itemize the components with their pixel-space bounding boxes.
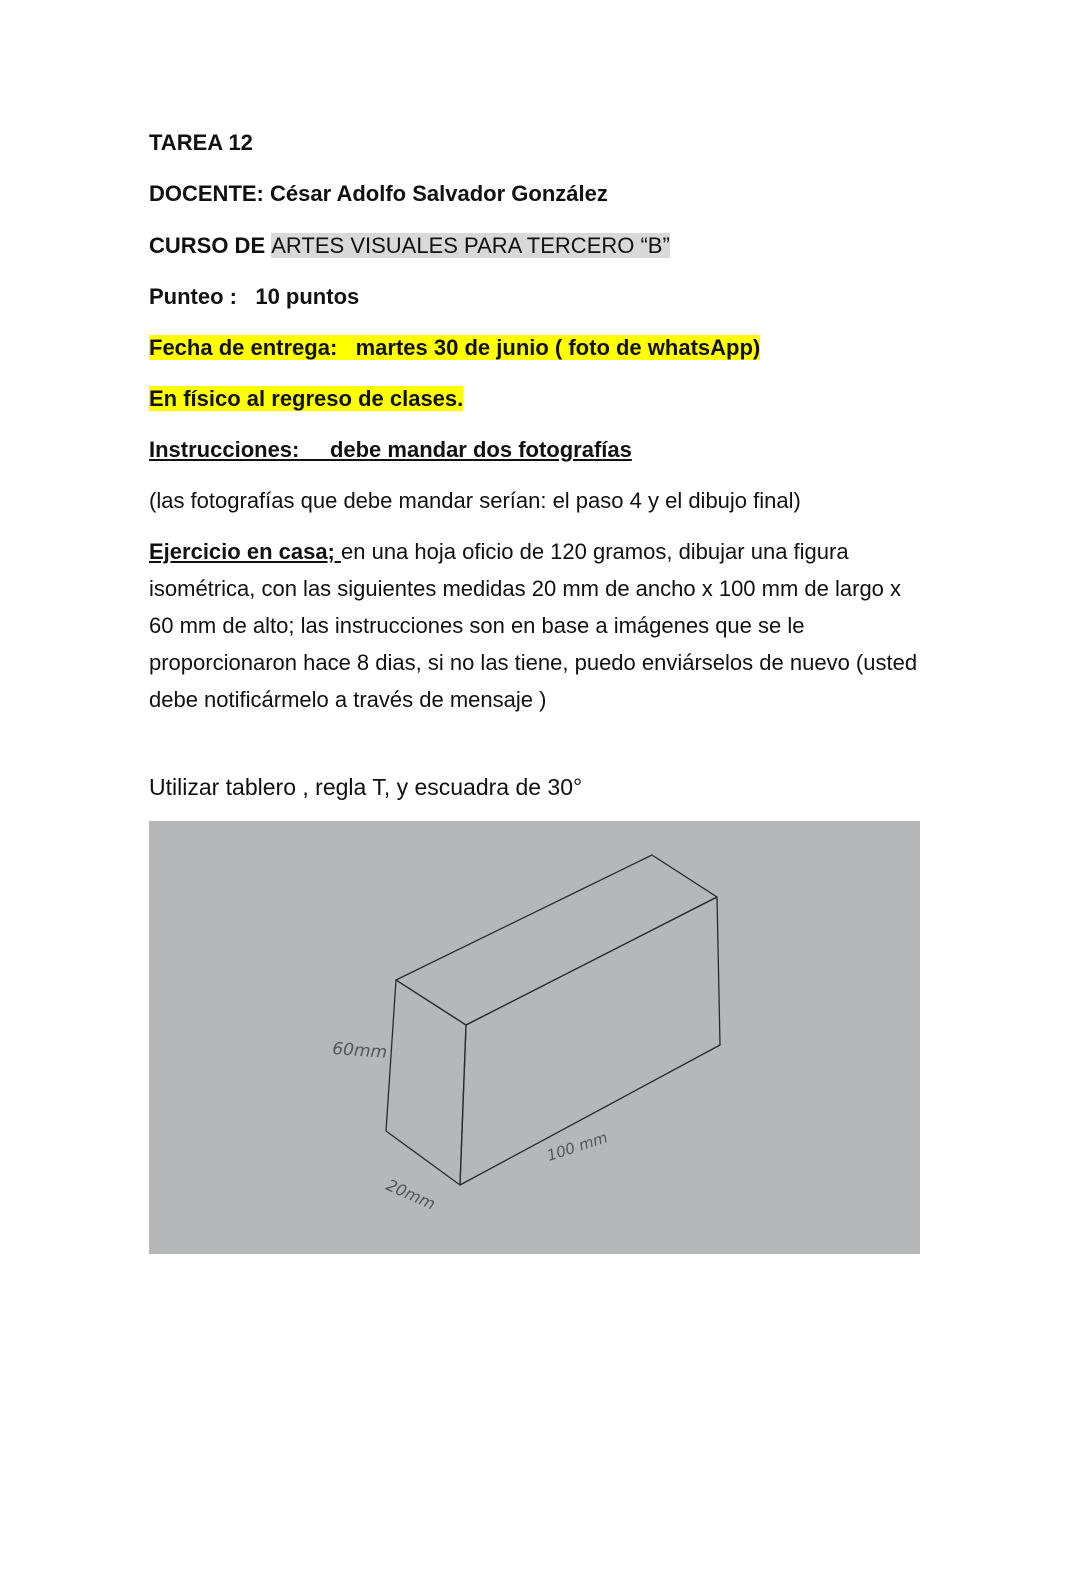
delivery-date-value: martes 30 de junio ( foto de whatsApp): [355, 335, 761, 360]
isometric-figure-photo: [149, 821, 920, 1254]
exercise-label: Ejercicio en casa;: [149, 539, 341, 564]
instructions-text: debe mandar dos fotografías: [329, 437, 632, 462]
box-top-face: [396, 855, 717, 1025]
score-value: 10 puntos: [255, 284, 360, 309]
course-prefix: CURSO DE: [149, 233, 272, 258]
physical-delivery-text: En físico al regreso de clases.: [149, 386, 464, 411]
delivery-date-line: [149, 333, 760, 363]
box-side-face: [386, 980, 466, 1185]
label-height: 60mm: [331, 1039, 388, 1063]
teacher-name: César Adolfo Salvador González: [270, 181, 608, 206]
course-line: [149, 231, 670, 261]
delivery-date-highlight: [149, 335, 760, 360]
delivery-date-label: Fecha de entrega:: [149, 335, 338, 360]
isometric-box-drawing: [149, 821, 920, 1254]
label-width: 20mm: [383, 1175, 439, 1214]
teacher-line: [149, 179, 608, 209]
assignment-title: TAREA 12: [149, 130, 253, 155]
tools-line: Utilizar tablero , regla T, y escuadra de 30°: [149, 774, 583, 800]
exercise-paragraph: [149, 533, 924, 718]
score-label: Punteo :: [149, 284, 237, 309]
instructions-label: Instrucciones:: [149, 437, 300, 462]
course-name: ARTES VISUALES PARA TERCERO “B”: [271, 233, 670, 258]
label-length: 100 mm: [544, 1128, 610, 1165]
exercise-text: en una hoja oficio de 120 gramos, dibujar una figura isométrica, con las siguientes medidas 20 mm de ancho x 100 mm de largo x 60 mm de alto; las instrucciones son en base a imágenes que se le proporcionaron hace 8 dias, si no las tiene, puedo enviárselos de nuevo (usted debe notificármelo a través de mensaje ): [149, 539, 918, 712]
physical-delivery-line: [149, 384, 463, 414]
score-line: [149, 282, 359, 312]
instructions-note: (las fotografías que debe mandar serían: el paso 4 y el dibujo final): [149, 488, 801, 513]
teacher-label: DOCENTE:: [149, 181, 264, 206]
instructions-line: [149, 435, 632, 465]
